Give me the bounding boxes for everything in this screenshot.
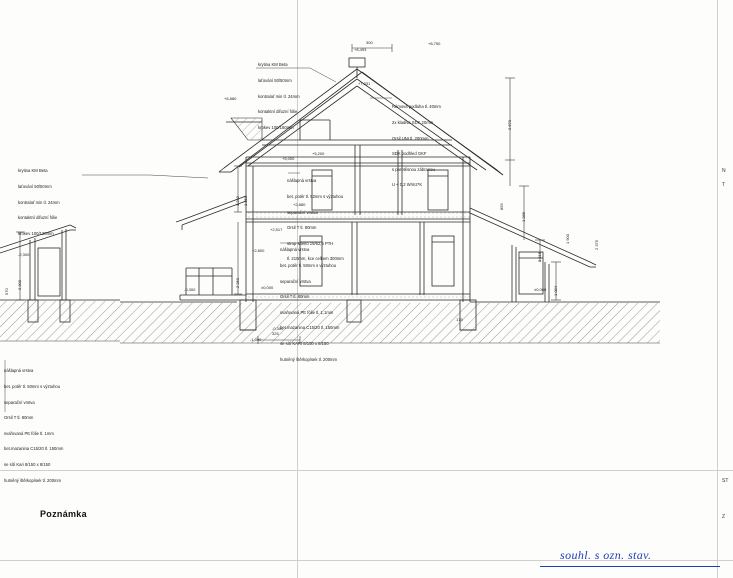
annotation-line: krytina KM Beta	[18, 168, 48, 174]
level-mark: +2,800	[252, 248, 265, 253]
dimension-value: 325	[272, 331, 279, 336]
annotation-line: laťování 50/50mm	[258, 78, 292, 84]
level-mark: +2,880	[293, 202, 306, 207]
dimension-value: 2 250	[235, 277, 240, 288]
annotation-line: 2x kladiva SDK 20mm	[392, 120, 434, 126]
annotation-line: Orsil UNI tl. 200mm	[392, 135, 429, 141]
dimension-value: 2 615	[537, 251, 542, 262]
dimension-value: 2 300	[17, 279, 22, 290]
level-mark: +5,200	[312, 151, 325, 156]
annotation-line: bet. potěr tl. 52mm s výztuhou	[287, 194, 344, 200]
level-mark: -2,300	[18, 252, 30, 257]
annotation-line: svařovaná PE fólie tl. 1mm	[4, 430, 54, 436]
page-title-note: Poznámka	[40, 509, 87, 519]
annotation-line: svařovaná PE fólie tl. 1,1mm	[280, 309, 334, 315]
annotation-floor-ground	[280, 237, 339, 372]
annotation-left-roof	[18, 158, 60, 246]
annotation-line: nášlapná vrstva	[4, 368, 34, 374]
dimension-value: 1 900	[565, 233, 570, 244]
level-mark: ±0,000	[261, 285, 274, 290]
level-mark: +5,000	[282, 156, 295, 161]
dimension-value: 175	[456, 317, 463, 322]
annotation-line: kontaktní difuzní fólie	[18, 215, 58, 221]
level-mark: +2,517	[270, 227, 283, 232]
annotation-line: se sítí Kari 8/150 x 8/150	[4, 462, 51, 468]
annotation-line: kontralať min tl. 24mm	[18, 199, 60, 205]
level-mark: -0,300	[272, 326, 284, 331]
annotation-line: Orsil T tl. 80mm	[287, 225, 317, 231]
annotation-line: Orsil T tl. 80mm	[4, 415, 34, 421]
level-mark: -0,300	[184, 287, 196, 292]
level-mark: +8,750	[428, 41, 441, 46]
dimension-value: 1 285	[521, 211, 526, 222]
annotation-line: Rámová podlaha tl. 40mm	[392, 104, 441, 110]
annotation-line: strop Mieko 19/62,5 PTH	[287, 240, 334, 246]
annotation-line: se sítí KARI 8/150 x 8/150	[280, 341, 329, 347]
dimension-value: 2 670	[507, 119, 512, 130]
annotation-line: laťování 50/50mm	[18, 184, 52, 190]
annotation-line: Orsil T tl. 80mm	[280, 294, 310, 300]
dimension-value: 1 350	[243, 195, 248, 206]
annotation-line: tl. 210mm, kce celkem 300mm	[287, 256, 344, 262]
annotation-line: bet. potěr tl. 50mm s výztuhou	[280, 263, 337, 269]
handwritten-annotation: souhl. s ozn. stav.	[560, 548, 652, 562]
dimension-value: 570	[4, 288, 9, 295]
annotation-ceiling-upper	[392, 94, 441, 198]
annotation-line: bet.mazanina C15/20 tl. 150mm	[4, 446, 64, 452]
annotation-line: SDK podhled GKF	[392, 151, 427, 157]
dimension-value: 1 084	[553, 285, 558, 296]
dimension-value: 855	[499, 203, 504, 210]
annotation-line: U < 0,2 W/m2*K	[392, 182, 423, 188]
annotation-line: krokev 100/160mm	[258, 124, 294, 130]
annotation-line: kontralať min tl. 24mm	[258, 93, 300, 99]
annotation-line: separační vrstva	[4, 399, 35, 405]
dimension-value: 300	[366, 40, 373, 45]
annotation-line: separační vrstva	[280, 278, 311, 284]
dimension-value: 2 375	[594, 239, 599, 250]
annotation-line: bet.mazanina C15/20 tl. 150mm	[280, 325, 340, 331]
annotation-line: kontaktní difuzní fólie	[258, 109, 298, 115]
annotation-top-roof	[258, 52, 300, 140]
annotation-line: separační vrstva	[287, 209, 318, 215]
annotation-line: nášlapná vrstva	[287, 178, 317, 184]
annotation-line: krokev 100/120mm	[18, 230, 54, 236]
title-block-fragment: ST	[722, 478, 729, 484]
dimension-value: 1 232	[235, 195, 240, 206]
level-mark: +8,493	[354, 47, 367, 52]
title-block-fragment: Z	[722, 514, 726, 520]
handwriting-underline	[540, 566, 720, 567]
annotation-line: hutněný štěrkopísek tl. 200mm	[280, 356, 338, 362]
annotation-line: hutněný štěrkopísek tl. 200mm	[4, 477, 62, 483]
title-block-fragment: N	[722, 168, 726, 174]
annotation-bottom-left	[4, 358, 63, 493]
level-mark: +6,880	[224, 96, 237, 101]
level-mark: ±0,000	[534, 287, 547, 292]
title-block-fragment: T	[722, 182, 726, 188]
level-mark: +7,331	[358, 81, 371, 86]
annotation-line: bet. potěr tl. 50mm s výztuhou	[4, 384, 61, 390]
annotation-line: s parotěsnou zábranou	[392, 166, 435, 172]
annotation-line: krytina KM Beta	[258, 62, 288, 68]
annotation-line: nášlapná vrstva	[280, 247, 310, 253]
level-mark: -1,000	[250, 337, 262, 342]
